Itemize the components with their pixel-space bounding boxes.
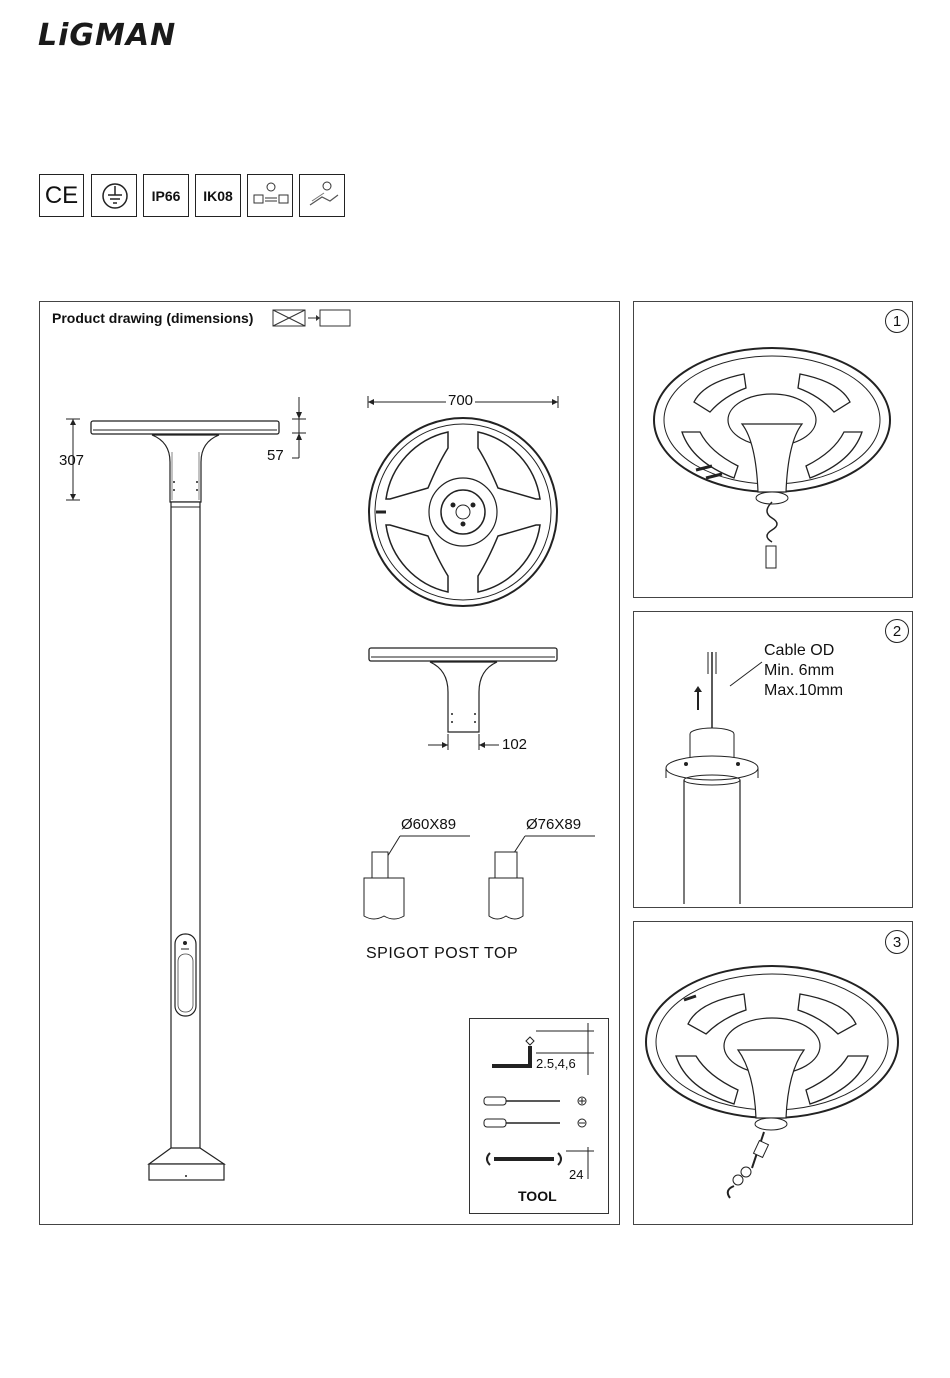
step-1-panel <box>633 301 913 598</box>
step-1-illustration <box>634 302 914 599</box>
spigot-76-label: Ø76X89 <box>526 816 582 833</box>
wrench-size: 24 <box>569 1167 584 1182</box>
step-3-illustration <box>634 922 914 1226</box>
ce-mark-icon: CE <box>39 174 84 217</box>
spigot-caption: SPIGOT POST TOP <box>366 945 519 962</box>
cable-od-min: Min. 6mm <box>764 662 835 679</box>
tool-box <box>469 1018 609 1214</box>
step-1-number: 1 <box>885 309 909 333</box>
diameter-dimension: 700 <box>448 392 474 409</box>
product-drawing-title: Product drawing (dimensions) <box>52 310 254 326</box>
cable-od-max: Max.10mm <box>764 682 844 699</box>
product-drawing-panel <box>39 301 620 1225</box>
head-dimension: 57 <box>267 447 284 464</box>
cable-od-title: Cable OD <box>764 642 835 659</box>
tool-caption: TOOL <box>518 1188 557 1204</box>
brand-logo: LiGMAN <box>38 18 177 53</box>
spigot-drawings <box>360 832 620 932</box>
step-3-panel <box>633 921 913 1225</box>
ip66-badge: IP66 <box>143 174 189 217</box>
earth-ground-icon <box>91 174 137 217</box>
wiring-icon <box>247 174 293 217</box>
height-dimension: 307 <box>59 452 85 469</box>
allen-key-sizes: 2.5,4,6 <box>536 1056 576 1071</box>
step-2-panel <box>633 611 913 908</box>
step-2-number: 2 <box>885 619 909 643</box>
luminaire-front-view <box>368 644 568 764</box>
step-3-number: 3 <box>885 930 909 954</box>
step-2-illustration <box>634 612 914 909</box>
ik08-badge: IK08 <box>195 174 241 217</box>
install-icon <box>299 174 345 217</box>
spigot-60-label: Ø60X89 <box>401 816 457 833</box>
pole-side-view <box>40 302 290 1102</box>
luminaire-top-view <box>368 392 608 632</box>
spigot-dimension: 102 <box>502 736 528 753</box>
